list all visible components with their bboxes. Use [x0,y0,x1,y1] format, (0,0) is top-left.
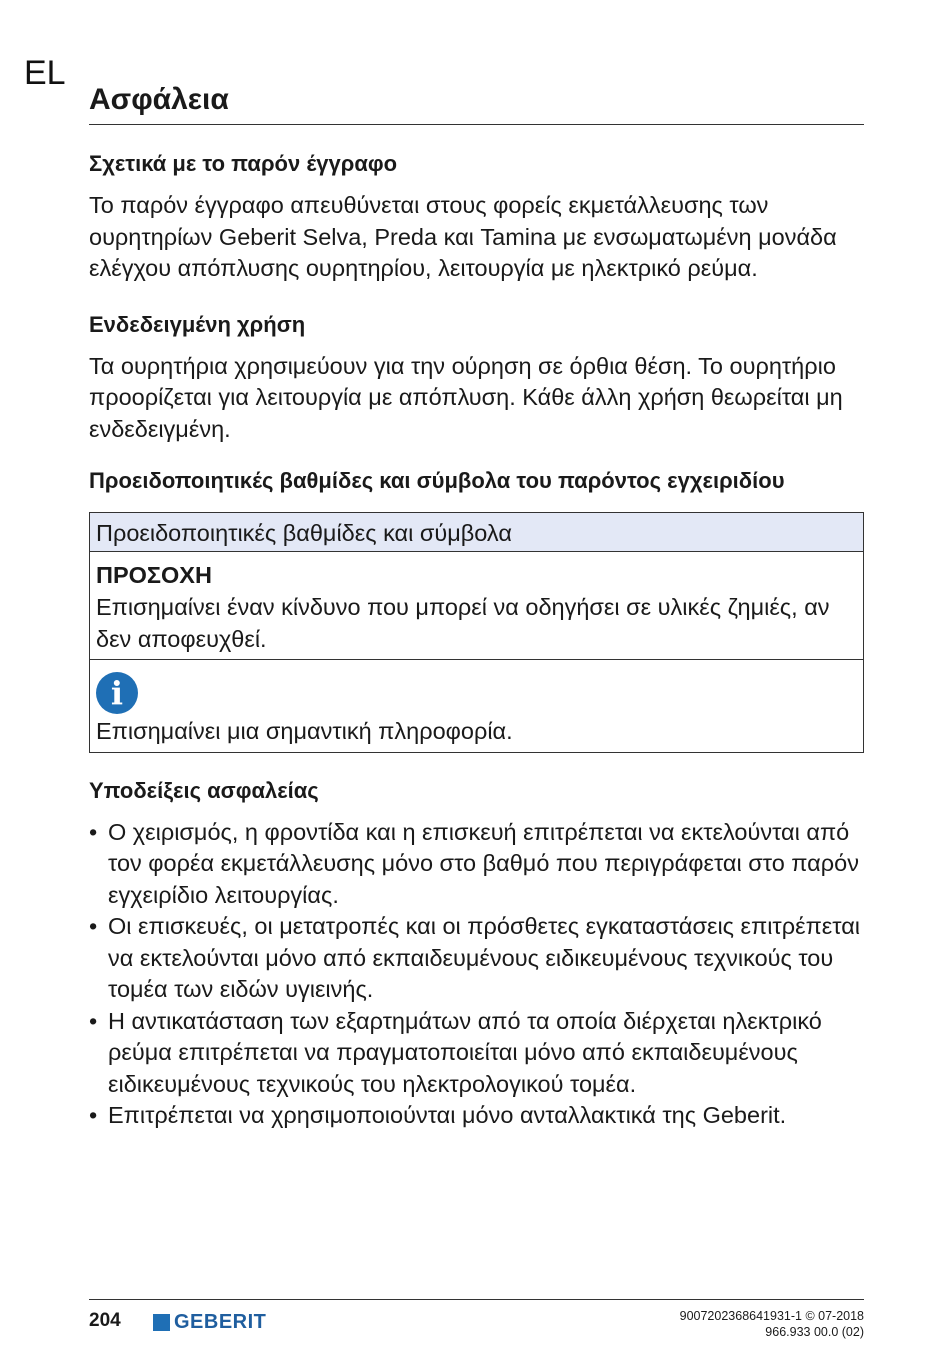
list-item-text: Ο χειρισμός, η φροντίδα και η επισκευή επιτρέπεται να εκτελούνται από τον φορέα εκμετάλλευσης μόνο στο βαθμό που περιγράφεται στο παρόν εγχειρίδιο λειτουργίας. [108,818,859,908]
list-item-text: Η αντικατάσταση των εξαρτημάτων από τα οποία διέρχεται ηλεκτρικό ρεύμα επιτρέπεται να πραγματοποιείται μόνο από εκπαιδευμένους ειδικευμένους τεχνικούς του ηλεκτρολογικού τομέα. [108,1007,822,1097]
about-text: Το παρόν έγγραφο απευθύνεται στους φορείς εκμετάλλευσης των ουρητηρίων Geberit Selva, Preda και Tamina με ενσωματωμένη μονάδα ελέγχου απόπλυσης ουρητηρίου, λειτουργία με ηλεκτρικό ρεύμα. [89,192,837,281]
safety-list [89,817,864,1132]
info-text: Επισημαίνει μια σημαντική πληροφορία. [96,718,513,744]
language-tag: EL [24,54,66,92]
footer-divider [89,1299,864,1300]
caution-title: ΠΡΟΣΟΧΗ [96,562,212,588]
list-item [89,1006,864,1101]
table-header: Προειδοποιητικές βαθμίδες και σύμβολα [90,513,863,552]
bullet: • [89,1007,98,1034]
caution-text: Επισημαίνει έναν κίνδυνο που μπορεί να οδηγήσει σε υλικές ζημιές, αν δεν αποφευχθεί. [96,594,830,652]
intended-use-text: Τα ουρητήρια χρησιμεύουν για την ούρηση σε όρθια θέση. Το ουρητήριο προορίζεται για λειτουργία με απόπλυση. Κάθε άλλη χρήση θεωρείται μη ενδεδειγμένη. [89,352,843,442]
logo-text: GEBERIT [174,1311,267,1333]
info-row [90,659,863,752]
main-content [89,80,864,1132]
warning-levels-table [89,512,864,753]
intended-use-heading: Ενδεδειγμένη χρήση [89,311,306,337]
document-number: 966.933 00.0 (02) [765,1325,864,1339]
document-code [680,1308,864,1340]
safety-heading: Υποδείξεις ασφαλείας [89,777,319,803]
list-item [89,1100,864,1132]
about-heading: Σχετικά με το παρόν έγγραφο [89,151,398,176]
bullet: • [89,913,98,939]
caution-row [90,552,863,659]
bullet: • [89,1102,98,1128]
info-icon: i [96,672,138,714]
bullet: • [89,818,98,845]
document-id: 9007202368641931-1 © 07-2018 [679,1309,864,1323]
page-number: 204 [89,1310,121,1331]
list-item-text: Επιτρέπεται να χρησιμοποιούνται μόνο ανταλλακτικά της Geberit. [108,1102,787,1128]
list-item-text: Οι επισκευές, οι μετατροπές και οι πρόσθετες εγκαταστάσεις επιτρέπεται να εκτελούνται μόνο από εκπαιδευμένους ειδικευμένους τεχνικούς του τομέα των ειδών υγιεινής. [108,913,861,1002]
page-title: Ασφάλεια [89,80,864,125]
logo-square-icon [153,1314,170,1331]
warnings-heading: Προειδοποιητικές βαθμίδες και σύμβολα του παρόντος εγχειριδίου [89,468,785,493]
list-item [89,911,864,1006]
list-item [89,817,864,912]
geberit-logo [153,1311,266,1334]
